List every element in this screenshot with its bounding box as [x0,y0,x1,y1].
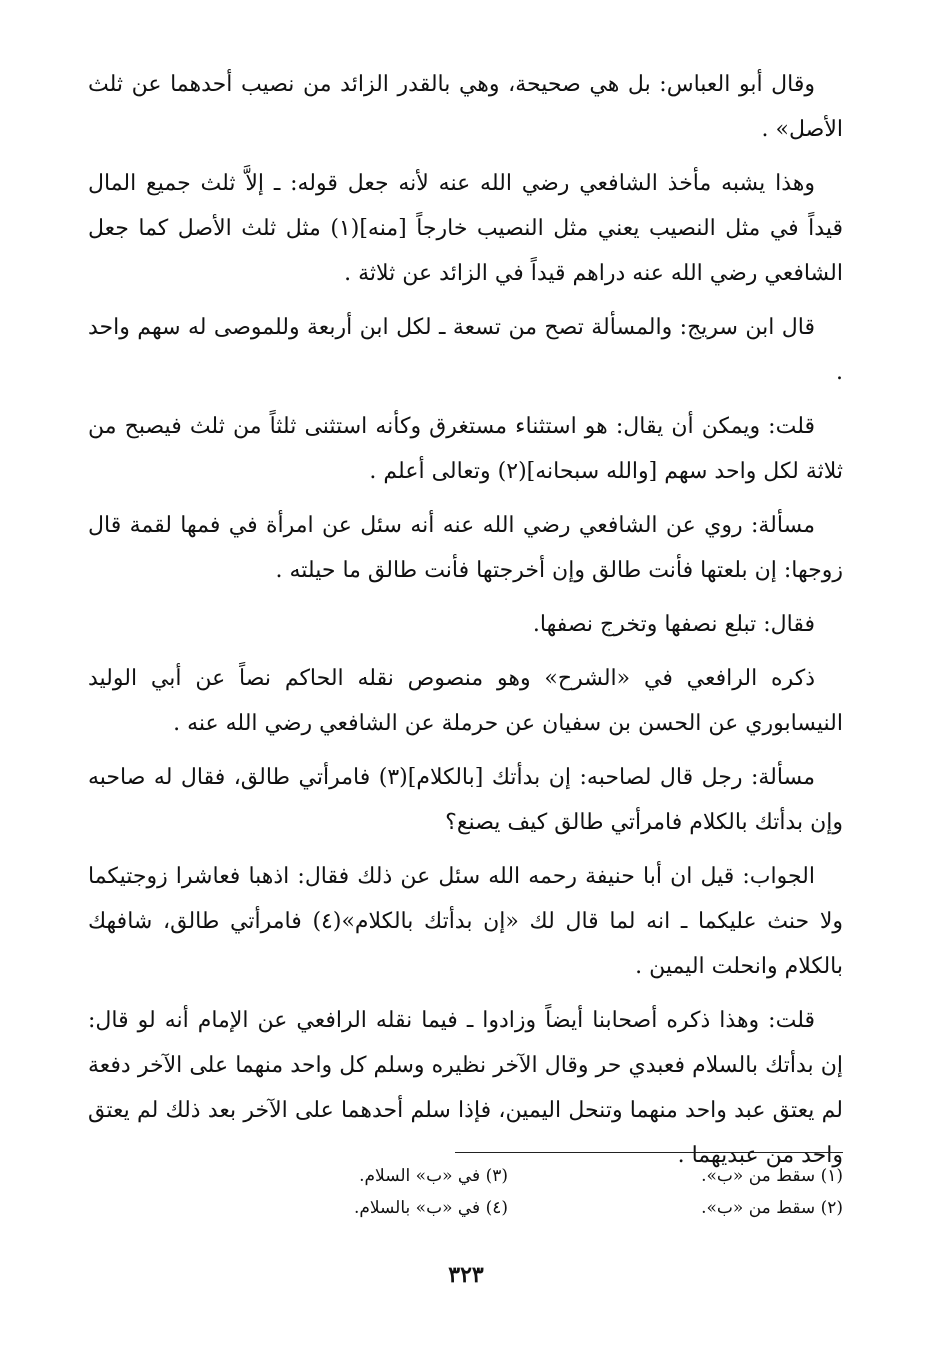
footnote-2: (٢) سقط من «ب». [701,1198,843,1218]
footnote-1: (١) سقط من «ب». [701,1166,843,1186]
main-text [88,62,843,1187]
footnote-4: (٤) في «ب» بالسلام. [353,1198,508,1218]
paragraph-rafii-sharh: ذكره الرافعي في «الشرح» وهو منصوص نقله الحاكم نصاً عن أبي الوليد النيسابوري عن الحسن بن سفيان عن حرملة عن الشافعي رضي الله عنه . [88,666,843,736]
footnotes-column-left [288,1160,508,1224]
page-number: ٣٢٣ [448,1262,484,1288]
paragraph-ibn-surayj: قال ابن سريج: والمسألة تصح من تسعة ـ لكل ابن أربعة وللموصى له سهم واحد . [88,315,843,385]
footnotes-column-right [623,1160,843,1224]
paragraph-abu-al-abbas: وقال أبو العباس: بل هي صحيحة، وهي بالقدر الزائد من نصيب أحدهما عن ثلث الأصل» . [88,72,843,142]
paragraph-masala-luqma: مسألة: روي عن الشافعي رضي الله عنه أنه سئل عن امرأة في فمها لقمة قال زوجها: إن بلعتها فأنت طالق وإن أخرجتها فأنت طالق ما حيلته . [88,513,843,583]
footnote-3: (٣) في «ب» السلام. [359,1166,508,1186]
paragraph-answer-luqma: فقال: تبلع نصفها وتخرج نصفها. [532,612,815,637]
paragraph-shafii-basis: وهذا يشبه مأخذ الشافعي رضي الله عنه لأنه جعل قوله: ـ إلاَّ ثلث جميع المال قيداً في مثل النصيب يعني مثل النصيب خارجاً [منه](١) مثل ثلث الأصل كما جعل الشافعي رضي الله عنه دراهم قيداً في الزائد عن ثلاثة . [88,171,843,286]
paragraph-masala-kalam: مسألة: رجل قال لصاحبه: إن بدأتك [بالكلام](٣) فامرأتي طالق، فقال له صاحبه وإن بدأتك بالكلام فامرأتي طالق كيف يصنع؟ [88,765,843,835]
paragraph-qultu-salam: قلت: وهذا ذكره أصحابنا أيضاً وزادوا ـ فيما نقله الرافعي عن الإمام أنه لو قال: إن بدأتك بالسلام فعبدي حر وقال الآخر نظيره وسلم كل واحد منهما على الآخر دفعة لم يعتق عبد واحد منهما وتنحل اليمين، فإذا سلم أحدهما على الآخر بعد ذلك لم يعتق واحد من عبديهما . [88,1008,843,1168]
footnote-divider [455,1152,843,1153]
paragraph-qultu-istithna: قلت: ويمكن أن يقال: هو استثناء مستغرق وكأنه استثنى ثلثاً من ثلث فيصبح من ثلاثة لكل واحد سهم [والله سبحانه](٢) وتعالى أعلم . [88,414,843,484]
paragraph-jawab-abu-hanifa: الجواب: قيل ان أبا حنيفة رحمه الله سئل عن ذلك فقال: اذهبا فعاشرا زوجتيكما ولا حنث عليكما ـ انه لما قال لك «إن بدأتك بالكلام»(٤) فامرأتي طالق، شافهك بالكلام وانحلت اليمين . [88,864,843,979]
